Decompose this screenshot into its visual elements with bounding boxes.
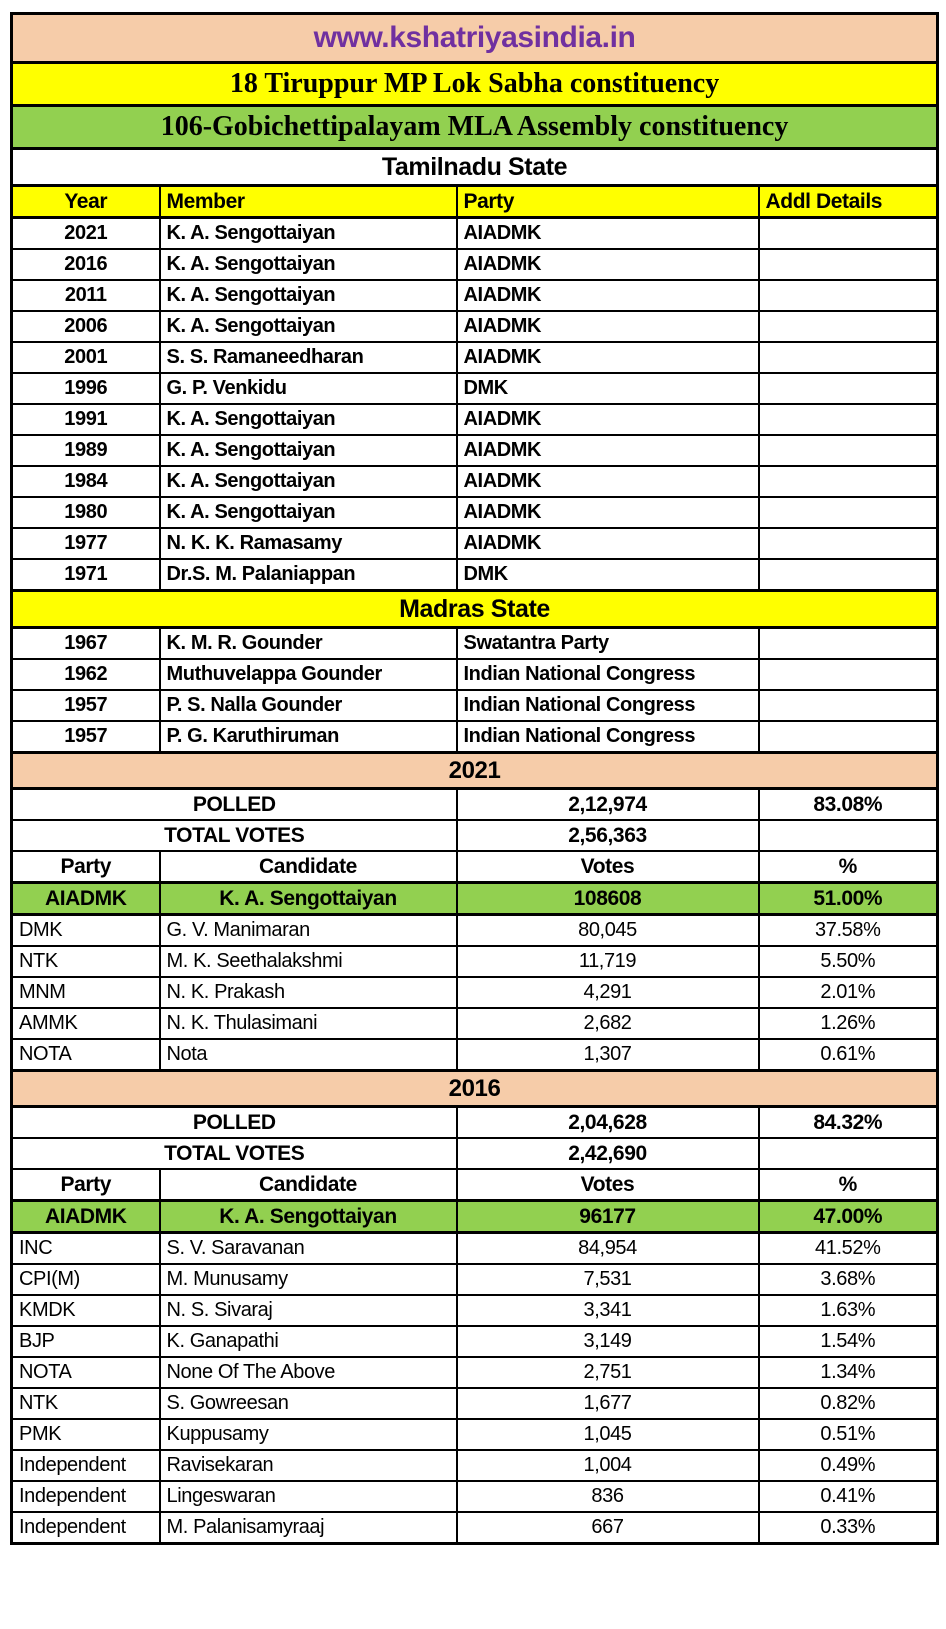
candidate-cell: S. Gowreesan — [160, 1388, 457, 1419]
total-votes-percentage — [759, 1138, 938, 1169]
party-cell: AIADMK — [457, 280, 759, 311]
candidate-cell: N. S. Sivaraj — [160, 1295, 457, 1326]
addl-details-cell — [759, 311, 938, 342]
votes-cell: 11,719 — [457, 946, 759, 977]
year-cell: 2001 — [12, 342, 160, 373]
party-cell: NTK — [12, 1388, 160, 1419]
party-cell: Independent — [12, 1512, 160, 1544]
addl-details-cell — [759, 721, 938, 753]
party-cell: AIADMK — [457, 218, 759, 250]
member-row — [12, 528, 938, 559]
result-row — [12, 1233, 938, 1265]
party-cell: DMK — [457, 559, 759, 591]
party-cell: AMMK — [12, 1008, 160, 1039]
party-cell: INC — [12, 1233, 160, 1265]
year-cell: 1984 — [12, 466, 160, 497]
candidate-cell: M. Palanisamyraaj — [160, 1512, 457, 1544]
polled-label: POLLED — [12, 789, 457, 821]
party-cell: AIADMK — [457, 466, 759, 497]
votes-cell: 1,004 — [457, 1450, 759, 1481]
winner-percentage-cell: 47.00% — [759, 1201, 938, 1233]
votes-cell: 80,045 — [457, 915, 759, 947]
party-cell: AIADMK — [457, 435, 759, 466]
percentage-cell: 0.51% — [759, 1419, 938, 1450]
addl-details-cell — [759, 559, 938, 591]
result-row — [12, 1008, 938, 1039]
candidate-cell: Ravisekaran — [160, 1450, 457, 1481]
party-cell: PMK — [12, 1419, 160, 1450]
polled-percentage: 83.08% — [759, 789, 938, 821]
party-cell: AIADMK — [457, 404, 759, 435]
winner-party-cell: AIADMK — [12, 883, 160, 915]
member-column-header: Member — [160, 186, 457, 218]
total-votes-row — [12, 1138, 938, 1169]
percentage-cell: 0.33% — [759, 1512, 938, 1544]
candidate-cell: N. K. Thulasimani — [160, 1008, 457, 1039]
member-cell: G. P. Venkidu — [160, 373, 457, 404]
winner-party-cell: AIADMK — [12, 1201, 160, 1233]
polled-percentage: 84.32% — [759, 1107, 938, 1139]
member-row — [12, 559, 938, 591]
candidate-cell: M. K. Seethalakshmi — [160, 946, 457, 977]
polled-row — [12, 789, 938, 821]
party-cell: Swatantra Party — [457, 628, 759, 660]
table-row — [12, 753, 938, 789]
party-cell: AIADMK — [457, 311, 759, 342]
party-column-header: Party — [12, 851, 160, 883]
party-cell: AIADMK — [457, 249, 759, 280]
total-votes-label: TOTAL VOTES — [12, 1138, 457, 1169]
madras-state-heading: Madras State — [12, 591, 938, 628]
party-cell: Indian National Congress — [457, 721, 759, 753]
votes-column-header: Votes — [457, 1169, 759, 1201]
madras-heading-section — [12, 591, 938, 628]
party-cell: AIADMK — [457, 497, 759, 528]
year-cell: 1989 — [12, 435, 160, 466]
votes-cell: 7,531 — [457, 1264, 759, 1295]
percentage-cell: 0.41% — [759, 1481, 938, 1512]
year-cell: 1957 — [12, 721, 160, 753]
table-row — [12, 591, 938, 628]
member-cell: P. G. Karuthiruman — [160, 721, 457, 753]
table-row — [12, 106, 938, 149]
member-row — [12, 659, 938, 690]
candidate-cell: Kuppusamy — [160, 1419, 457, 1450]
addl-details-cell — [759, 435, 938, 466]
result-row — [12, 1326, 938, 1357]
table-row — [12, 63, 938, 106]
candidate-cell: N. K. Prakash — [160, 977, 457, 1008]
winner-row — [12, 883, 938, 915]
result-row — [12, 1357, 938, 1388]
winner-candidate-cell: K. A. Sengottaiyan — [160, 883, 457, 915]
member-cell: K. A. Sengottaiyan — [160, 311, 457, 342]
year-cell: 1967 — [12, 628, 160, 660]
member-cell: S. S. Ramaneedharan — [160, 342, 457, 373]
result-row — [12, 1388, 938, 1419]
winner-row — [12, 1201, 938, 1233]
result-row — [12, 1481, 938, 1512]
member-row — [12, 373, 938, 404]
winner-votes-cell: 108608 — [457, 883, 759, 915]
percentage-cell: 1.34% — [759, 1357, 938, 1388]
addl-details-cell — [759, 280, 938, 311]
candidate-cell: Lingeswaran — [160, 1481, 457, 1512]
member-row — [12, 690, 938, 721]
table-row — [12, 149, 938, 186]
members-column-header-row — [12, 186, 938, 218]
addl-details-cell — [759, 497, 938, 528]
member-cell: K. A. Sengottaiyan — [160, 466, 457, 497]
percentage-cell: 41.52% — [759, 1233, 938, 1265]
candidate-cell: None Of The Above — [160, 1357, 457, 1388]
party-cell: NOTA — [12, 1357, 160, 1388]
member-row — [12, 404, 938, 435]
addl-details-cell — [759, 690, 938, 721]
votes-cell: 3,341 — [457, 1295, 759, 1326]
party-cell: DMK — [457, 373, 759, 404]
addl-details-cell — [759, 404, 938, 435]
assembly-heading: 106-Gobichettipalayam MLA Assembly constituency — [12, 106, 938, 149]
total-votes-row — [12, 820, 938, 851]
member-row — [12, 311, 938, 342]
tamilnadu-state-heading: Tamilnadu State — [12, 149, 938, 186]
result-row — [12, 977, 938, 1008]
winner-candidate-cell: K. A. Sengottaiyan — [160, 1201, 457, 1233]
table-row — [12, 1071, 938, 1107]
addl-details-cell — [759, 528, 938, 559]
year-cell: 1977 — [12, 528, 160, 559]
party-cell: Indian National Congress — [457, 690, 759, 721]
member-row — [12, 249, 938, 280]
addl-details-cell — [759, 466, 938, 497]
year-cell: 2016 — [12, 249, 160, 280]
candidate-cell: G. V. Manimaran — [160, 915, 457, 947]
madras-members-section — [12, 628, 938, 753]
percentage-cell: 1.26% — [759, 1008, 938, 1039]
election-year-band: 2021 — [12, 753, 938, 789]
election-2021-results — [12, 915, 938, 1071]
party-column-header: Party — [457, 186, 759, 218]
votes-cell: 1,045 — [457, 1419, 759, 1450]
candidate-cell: S. V. Saravanan — [160, 1233, 457, 1265]
banner-section — [12, 14, 938, 218]
votes-cell: 3,149 — [457, 1326, 759, 1357]
member-cell: K. A. Sengottaiyan — [160, 280, 457, 311]
result-row — [12, 915, 938, 947]
member-row — [12, 280, 938, 311]
votes-cell: 4,291 — [457, 977, 759, 1008]
member-cell: K. A. Sengottaiyan — [160, 249, 457, 280]
member-cell: K. M. R. Gounder — [160, 628, 457, 660]
total-votes-value: 2,42,690 — [457, 1138, 759, 1169]
member-cell: Muthuvelappa Gounder — [160, 659, 457, 690]
member-row — [12, 342, 938, 373]
member-cell: K. A. Sengottaiyan — [160, 435, 457, 466]
polled-votes: 2,12,974 — [457, 789, 759, 821]
party-cell: NOTA — [12, 1039, 160, 1071]
party-cell: NTK — [12, 946, 160, 977]
year-cell: 1991 — [12, 404, 160, 435]
percentage-cell: 2.01% — [759, 977, 938, 1008]
percentage-cell: 37.58% — [759, 915, 938, 947]
results-column-header-row — [12, 1169, 938, 1201]
year-cell: 1996 — [12, 373, 160, 404]
year-cell: 2011 — [12, 280, 160, 311]
year-cell: 1980 — [12, 497, 160, 528]
member-cell: Dr.S. M. Palaniappan — [160, 559, 457, 591]
candidate-cell: Nota — [160, 1039, 457, 1071]
result-row — [12, 1039, 938, 1071]
tamilnadu-members-section — [12, 218, 938, 591]
member-row — [12, 218, 938, 250]
member-cell: K. A. Sengottaiyan — [160, 404, 457, 435]
member-row — [12, 466, 938, 497]
votes-cell: 1,307 — [457, 1039, 759, 1071]
member-row — [12, 628, 938, 660]
percent-column-header: % — [759, 851, 938, 883]
total-votes-value: 2,56,363 — [457, 820, 759, 851]
year-cell: 1962 — [12, 659, 160, 690]
party-cell: AIADMK — [457, 528, 759, 559]
website-link[interactable]: www.kshatriyasindia.in — [12, 14, 938, 63]
party-cell: AIADMK — [457, 342, 759, 373]
party-cell: Independent — [12, 1481, 160, 1512]
percentage-cell: 0.49% — [759, 1450, 938, 1481]
election-2016-results — [12, 1233, 938, 1544]
party-cell: MNM — [12, 977, 160, 1008]
result-row — [12, 1419, 938, 1450]
addl-details-cell — [759, 218, 938, 250]
year-cell: 2006 — [12, 311, 160, 342]
party-cell: Indian National Congress — [457, 659, 759, 690]
member-cell: K. A. Sengottaiyan — [160, 497, 457, 528]
addl-details-cell — [759, 659, 938, 690]
result-row — [12, 1295, 938, 1326]
member-row — [12, 435, 938, 466]
member-row — [12, 721, 938, 753]
candidate-cell: K. Ganapathi — [160, 1326, 457, 1357]
percentage-cell: 1.54% — [759, 1326, 938, 1357]
table-row — [12, 14, 938, 63]
percentage-cell: 5.50% — [759, 946, 938, 977]
percent-column-header: % — [759, 1169, 938, 1201]
party-cell: DMK — [12, 915, 160, 947]
votes-cell: 1,677 — [457, 1388, 759, 1419]
addl-details-cell — [759, 373, 938, 404]
addl-details-cell — [759, 249, 938, 280]
constituency-table — [10, 12, 939, 1545]
party-cell: KMDK — [12, 1295, 160, 1326]
year-cell: 1971 — [12, 559, 160, 591]
winner-votes-cell: 96177 — [457, 1201, 759, 1233]
result-row — [12, 946, 938, 977]
party-cell: BJP — [12, 1326, 160, 1357]
addl-details-cell — [759, 342, 938, 373]
winner-percentage-cell: 51.00% — [759, 883, 938, 915]
year-cell: 1957 — [12, 690, 160, 721]
polled-votes: 2,04,628 — [457, 1107, 759, 1139]
percentage-cell: 0.61% — [759, 1039, 938, 1071]
party-cell: Independent — [12, 1450, 160, 1481]
addl-details-column-header: Addl Details — [759, 186, 938, 218]
percentage-cell: 1.63% — [759, 1295, 938, 1326]
votes-cell: 84,954 — [457, 1233, 759, 1265]
addl-details-cell — [759, 628, 938, 660]
year-cell: 2021 — [12, 218, 160, 250]
total-votes-label: TOTAL VOTES — [12, 820, 457, 851]
percentage-cell: 3.68% — [759, 1264, 938, 1295]
party-column-header: Party — [12, 1169, 160, 1201]
year-column-header: Year — [12, 186, 160, 218]
results-column-header-row — [12, 851, 938, 883]
votes-cell: 836 — [457, 1481, 759, 1512]
candidate-cell: M. Munusamy — [160, 1264, 457, 1295]
votes-cell: 2,751 — [457, 1357, 759, 1388]
member-cell: N. K. K. Ramasamy — [160, 528, 457, 559]
total-votes-percentage — [759, 820, 938, 851]
percentage-cell: 0.82% — [759, 1388, 938, 1419]
member-cell: K. A. Sengottaiyan — [160, 218, 457, 250]
election-2021-section — [12, 753, 938, 915]
candidate-column-header: Candidate — [160, 851, 457, 883]
result-row — [12, 1450, 938, 1481]
member-cell: P. S. Nalla Gounder — [160, 690, 457, 721]
votes-cell: 667 — [457, 1512, 759, 1544]
polled-label: POLLED — [12, 1107, 457, 1139]
polled-row — [12, 1107, 938, 1139]
candidate-column-header: Candidate — [160, 1169, 457, 1201]
result-row — [12, 1512, 938, 1544]
party-cell: CPI(M) — [12, 1264, 160, 1295]
election-year-band: 2016 — [12, 1071, 938, 1107]
member-row — [12, 497, 938, 528]
result-row — [12, 1264, 938, 1295]
election-2016-section — [12, 1071, 938, 1233]
lok-sabha-heading: 18 Tiruppur MP Lok Sabha constituency — [12, 63, 938, 106]
votes-column-header: Votes — [457, 851, 759, 883]
votes-cell: 2,682 — [457, 1008, 759, 1039]
